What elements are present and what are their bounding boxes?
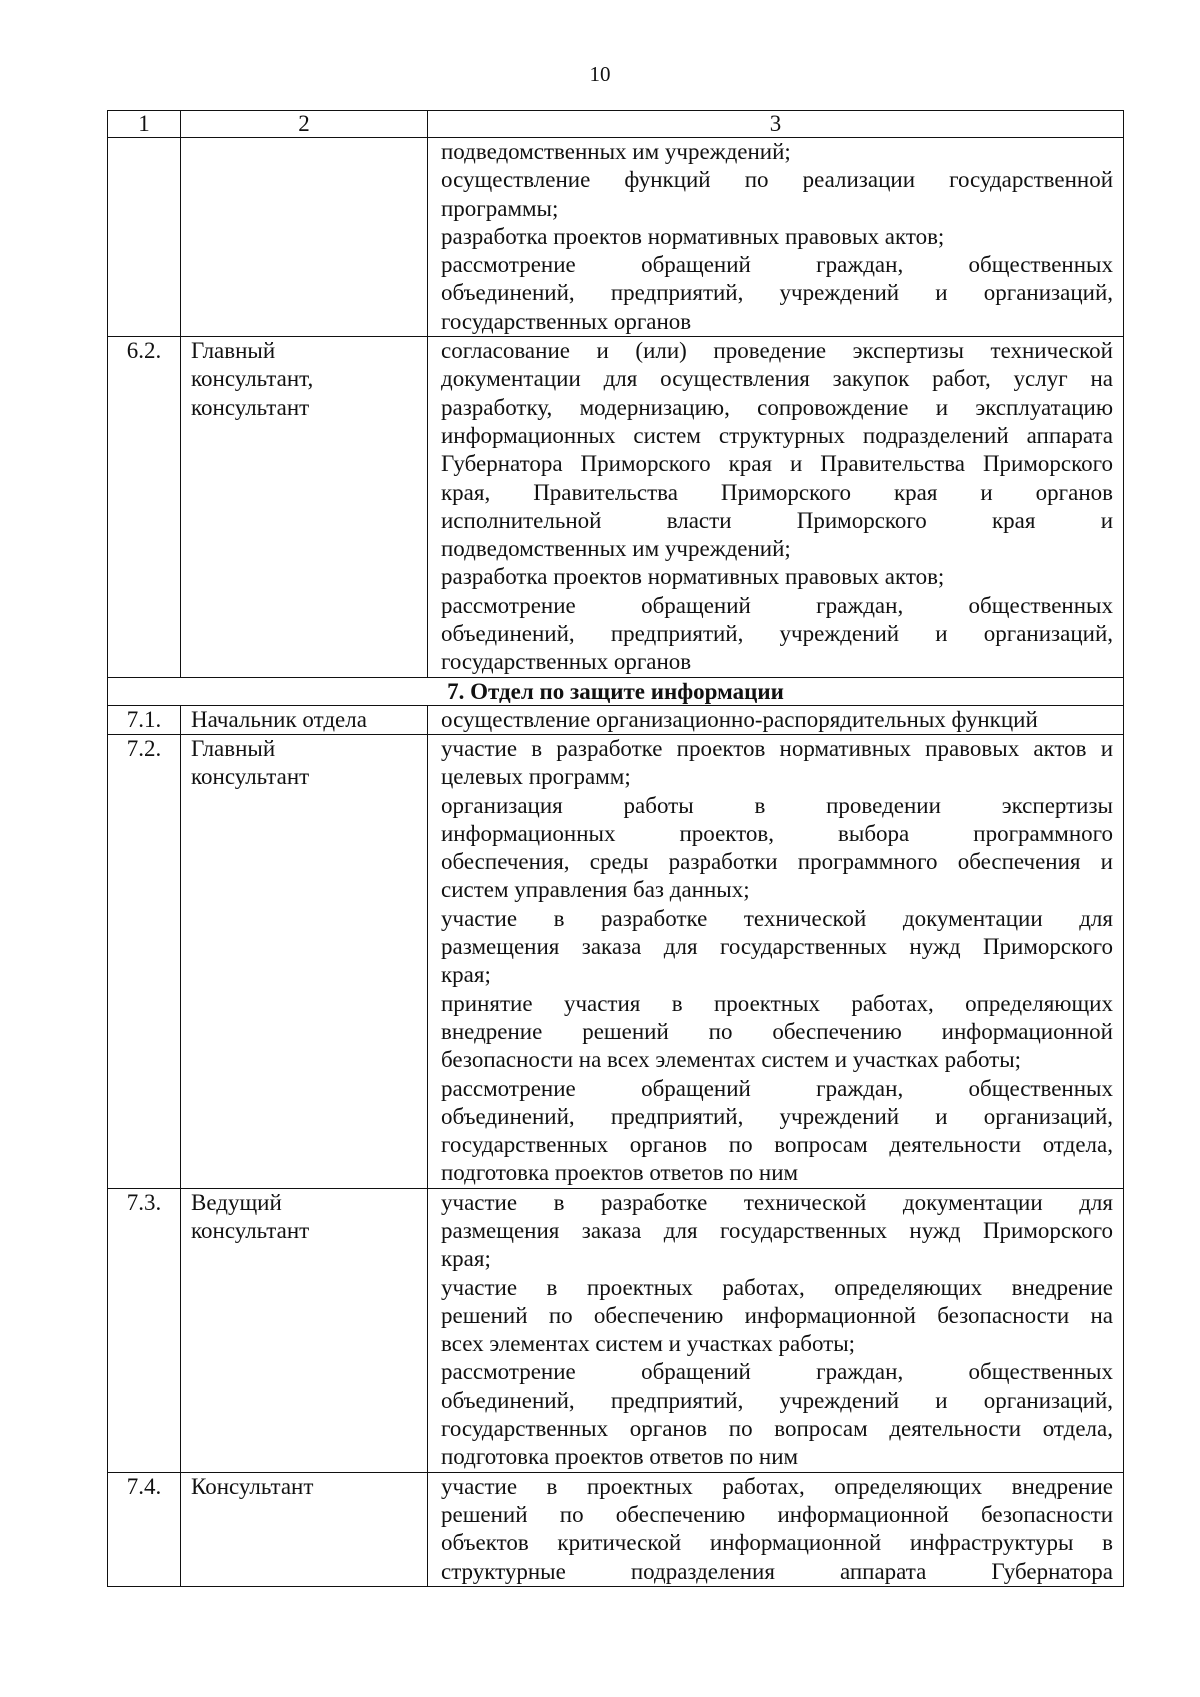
duty-line: размещения заказа для государственных нужд Приморского <box>441 934 1113 960</box>
duty-line: края; <box>441 962 491 988</box>
position-cell <box>181 1472 428 1586</box>
table-row <box>108 705 1124 734</box>
duty-line: государственных органов по вопросам деятельности отдела, <box>441 1416 1113 1442</box>
table-row <box>108 734 1124 1188</box>
duty-line: принятие участия в проектных работах, определяющих <box>441 990 1113 1016</box>
duties-cell <box>428 1472 1124 1586</box>
page-number: 10 <box>589 62 611 86</box>
row-number: 6.2. <box>108 337 181 678</box>
position-line: Главный <box>191 338 276 364</box>
duty-line: осуществление организационно-распорядительных функций <box>441 706 1038 732</box>
table-row <box>108 337 1124 678</box>
duty-line: систем управления баз данных; <box>441 877 750 903</box>
duty-line: подготовка проектов ответов по ним <box>441 1160 799 1186</box>
duty-line: размещения заказа для государственных нужд Приморского <box>441 1217 1113 1243</box>
duty-line: внедрение решений по обеспечению информационной <box>441 1018 1113 1044</box>
row-number: 7.4. <box>108 1472 181 1586</box>
row-number <box>108 138 181 337</box>
duty-line: исполнительной власти Приморского края и <box>441 507 1113 533</box>
duty-line: документации для осуществления закупок работ, услуг на <box>441 366 1113 392</box>
duty-line: разработка проектов нормативных правовых актов; <box>441 223 945 249</box>
table-row <box>108 1188 1124 1472</box>
duty-line: согласование и (или) проведение экспертизы технической <box>441 338 1113 364</box>
duty-line: объединений, предприятий, учреждений и организаций, <box>441 1103 1113 1129</box>
duty-line: участие в разработке технической документации для <box>441 1189 1113 1215</box>
duty-line: подготовка проектов ответов по ним <box>441 1444 799 1470</box>
duty-line: подведомственных им учреждений; <box>441 536 791 562</box>
duty-line: решений по обеспечению информационной безопасности <box>441 1501 1113 1527</box>
table-row <box>108 138 1124 337</box>
header-cell-duties: 3 <box>428 111 1124 138</box>
duty-line: объединений, предприятий, учреждений и организаций, <box>441 1387 1113 1413</box>
duty-line: информационных систем структурных подразделений аппарата <box>441 422 1113 448</box>
header-cell-number: 1 <box>108 111 181 138</box>
duty-line: разработку, модернизацию, сопровождение и эксплуатацию <box>441 394 1113 420</box>
position-line: Начальник отдела <box>191 706 367 732</box>
duty-line: Губернатора Приморского края и Правительства Приморского <box>441 451 1113 477</box>
duty-line: подведомственных им учреждений; <box>441 139 791 164</box>
section-title: 7. Отдел по защите информации <box>108 677 1124 705</box>
position-cell <box>181 1188 428 1472</box>
duties-cell <box>428 138 1124 337</box>
position-line: консультант <box>191 764 310 790</box>
duty-line: информационных проектов, выбора программного <box>441 820 1113 846</box>
section-row <box>108 677 1124 705</box>
position-cell <box>181 734 428 1188</box>
position-line: Ведущий <box>191 1189 282 1215</box>
duty-line: всех элементах систем и участках работы; <box>441 1331 856 1357</box>
position-line: консультант <box>191 394 310 420</box>
duty-line: участие в разработке технической документации для <box>441 905 1113 931</box>
duty-line: государственных органов <box>441 649 692 675</box>
duty-line: разработка проектов нормативных правовых актов; <box>441 564 945 590</box>
table-header-row <box>108 111 1124 138</box>
duties-cell <box>428 705 1124 734</box>
header-cell-position: 2 <box>181 111 428 138</box>
duty-line: объектов критической информационной инфраструктуры в <box>441 1530 1113 1556</box>
position-cell <box>181 138 428 337</box>
duty-line: рассмотрение обращений граждан, общественных <box>441 1359 1113 1385</box>
duties-cell <box>428 734 1124 1188</box>
duty-line: организация работы в проведении экспертизы <box>441 792 1113 818</box>
position-line: консультант, <box>191 366 314 392</box>
row-number: 7.3. <box>108 1188 181 1472</box>
row-number: 7.1. <box>108 705 181 734</box>
duties-cell <box>428 337 1124 678</box>
duty-line: структурные подразделения аппарата Губернатора <box>441 1558 1113 1584</box>
duty-line: рассмотрение обращений граждан, общественных <box>441 592 1113 618</box>
duty-line: участие в разработке проектов нормативных правовых актов и <box>441 735 1113 761</box>
duty-line: края, Правительства Приморского края и органов <box>441 479 1113 505</box>
duty-line: государственных органов по вопросам деятельности отдела, <box>441 1132 1113 1158</box>
duty-line: объединений, предприятий, учреждений и организаций, <box>441 621 1113 647</box>
duty-line: рассмотрение обращений граждан, общественных <box>441 252 1113 278</box>
duty-line: обеспечения, среды разработки программного обеспечения и <box>441 849 1113 875</box>
position-line: Главный <box>191 735 276 761</box>
duty-line: программы; <box>441 195 559 221</box>
duty-line: объединений, предприятий, учреждений и организаций, <box>441 280 1113 306</box>
duty-line: решений по обеспечению информационной безопасности на <box>441 1302 1113 1328</box>
duties-cell <box>428 1188 1124 1472</box>
duty-line: государственных органов <box>441 308 692 334</box>
table-row <box>108 1472 1124 1586</box>
duties-table <box>107 110 1124 1587</box>
duty-line: рассмотрение обращений граждан, общественных <box>441 1075 1113 1101</box>
position-line: консультант <box>191 1217 310 1243</box>
duty-line: целевых программ; <box>441 764 631 790</box>
duty-line: участие в проектных работах, определяющих внедрение <box>441 1274 1113 1300</box>
position-cell <box>181 705 428 734</box>
table-body <box>108 111 1124 1587</box>
row-number: 7.2. <box>108 734 181 1188</box>
position-line: Консультант <box>191 1473 314 1499</box>
position-cell <box>181 337 428 678</box>
duty-line: участие в проектных работах, определяющих внедрение <box>441 1473 1113 1499</box>
duty-line: осуществление функций по реализации государственной <box>441 167 1113 193</box>
duty-line: безопасности на всех элементах систем и участках работы; <box>441 1047 1022 1073</box>
duty-line: края; <box>441 1246 491 1272</box>
